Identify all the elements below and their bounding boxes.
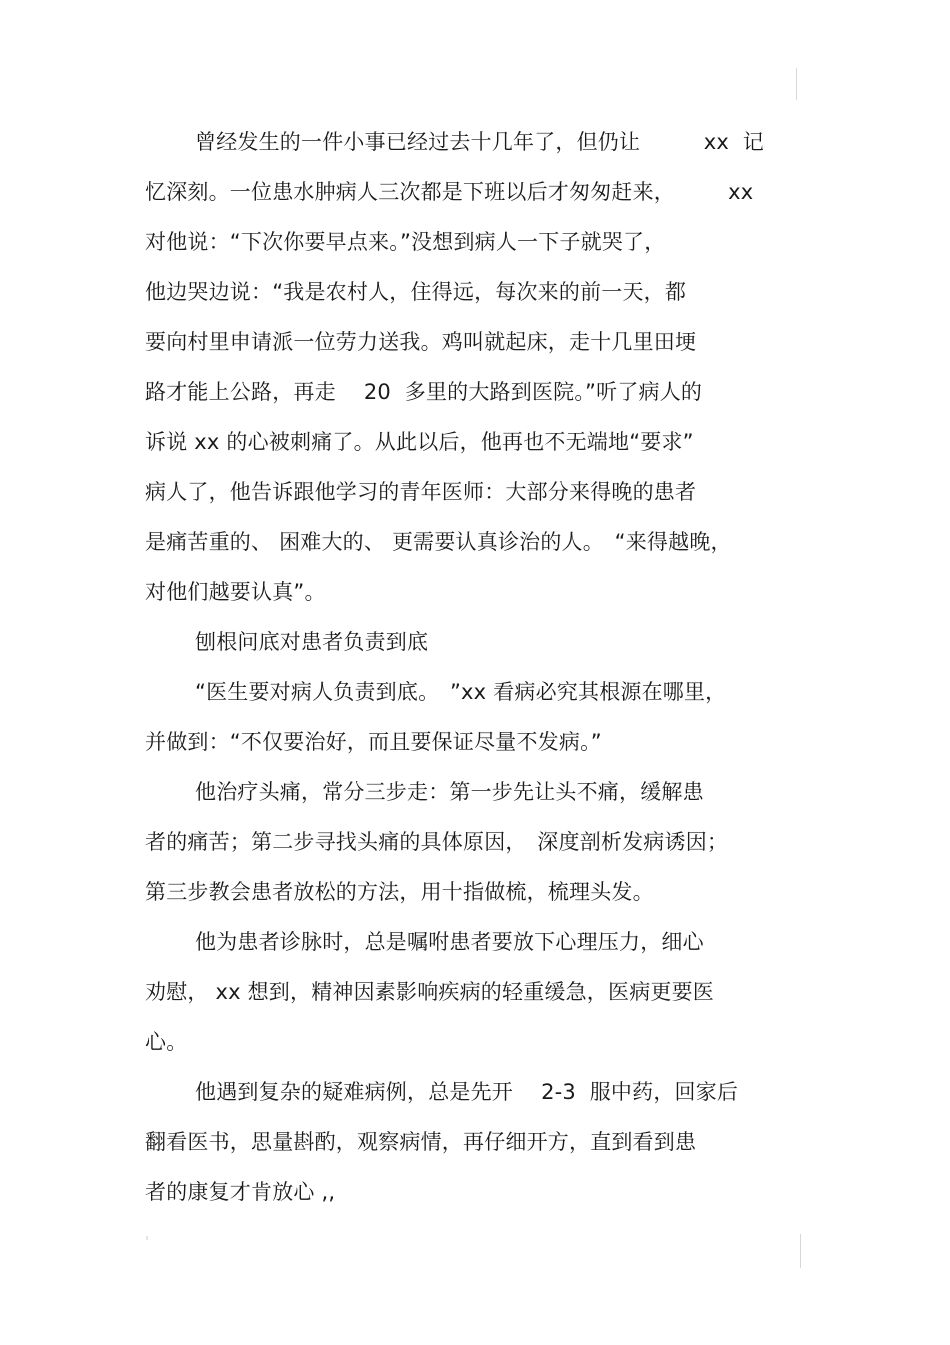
text-line: 并做到：“不仅要治好，而且要保证尽量不发病。”: [145, 730, 602, 754]
text-line: 路才能上公路，再走 20 多里的大路到医院。”听了病人的: [145, 380, 703, 404]
page-edge-mark-top: [796, 68, 797, 100]
text-line: 对他说：“下次你要早点来。”没想到病人一下子就哭了，: [145, 230, 666, 254]
text-line: 心。: [145, 1030, 188, 1054]
text-line: 对他们越要认真”。: [145, 580, 326, 604]
text-line: 忆深刻。一位患水肿病人三次都是下班以后才匆匆赶来， xx: [145, 180, 754, 204]
text-line: 病人了，他告诉跟他学习的青年医师：大部分来得晚的患者: [145, 480, 697, 504]
text-line: “医生要对病人负责到底。 ”xx 看病必究其根源在哪里，: [195, 680, 727, 704]
text-line: 诉说 xx 的心被刺痛了。从此以后，他再也不无端地“要求”: [145, 430, 694, 454]
text-line: 翻看医书，思量斟酌，观察病情，再仔细开方，直到看到患: [145, 1130, 697, 1154]
text-line: 他治疗头痛，常分三步走：第一步先让头不痛，缓解患: [195, 780, 704, 804]
text-line: 第三步教会患者放松的方法，用十指做梳，梳理头发。: [145, 880, 654, 904]
text-line: 者的康复才肯放心 ,,: [145, 1180, 336, 1204]
text-line: 要向村里申请派一位劳力送我。鸡叫就起床，走十几里田埂: [145, 330, 697, 354]
text-line: 他为患者诊脉时，总是嘱咐患者要放下心理压力，细心: [195, 930, 704, 954]
text-line: 者的痛苦；第二步寻找头痛的具体原因， 深度剖析发病诱因；: [145, 830, 729, 854]
text-line: 劝慰， xx 想到，精神因素影响疾病的轻重缓急，医病更要医: [145, 980, 715, 1004]
page-corner-mark: [146, 1236, 148, 1240]
text-line: 他遇到复杂的疑难病例，总是先开 2-3 服中药，回家后: [195, 1080, 739, 1104]
text-line: 是痛苦重的、 困难大的、 更需要认真诊治的人。 “来得越晚，: [145, 530, 732, 554]
section-heading: 刨根问底对患者负责到底: [195, 630, 429, 654]
page-edge-mark-bottom: [800, 1234, 801, 1268]
text-line: 他边哭边说：“我是农村人，住得远，每次来的前一天，都: [145, 280, 687, 304]
text-line: 曾经发生的一件小事已经过去十几年了，但仍让 xx 记: [195, 130, 765, 154]
